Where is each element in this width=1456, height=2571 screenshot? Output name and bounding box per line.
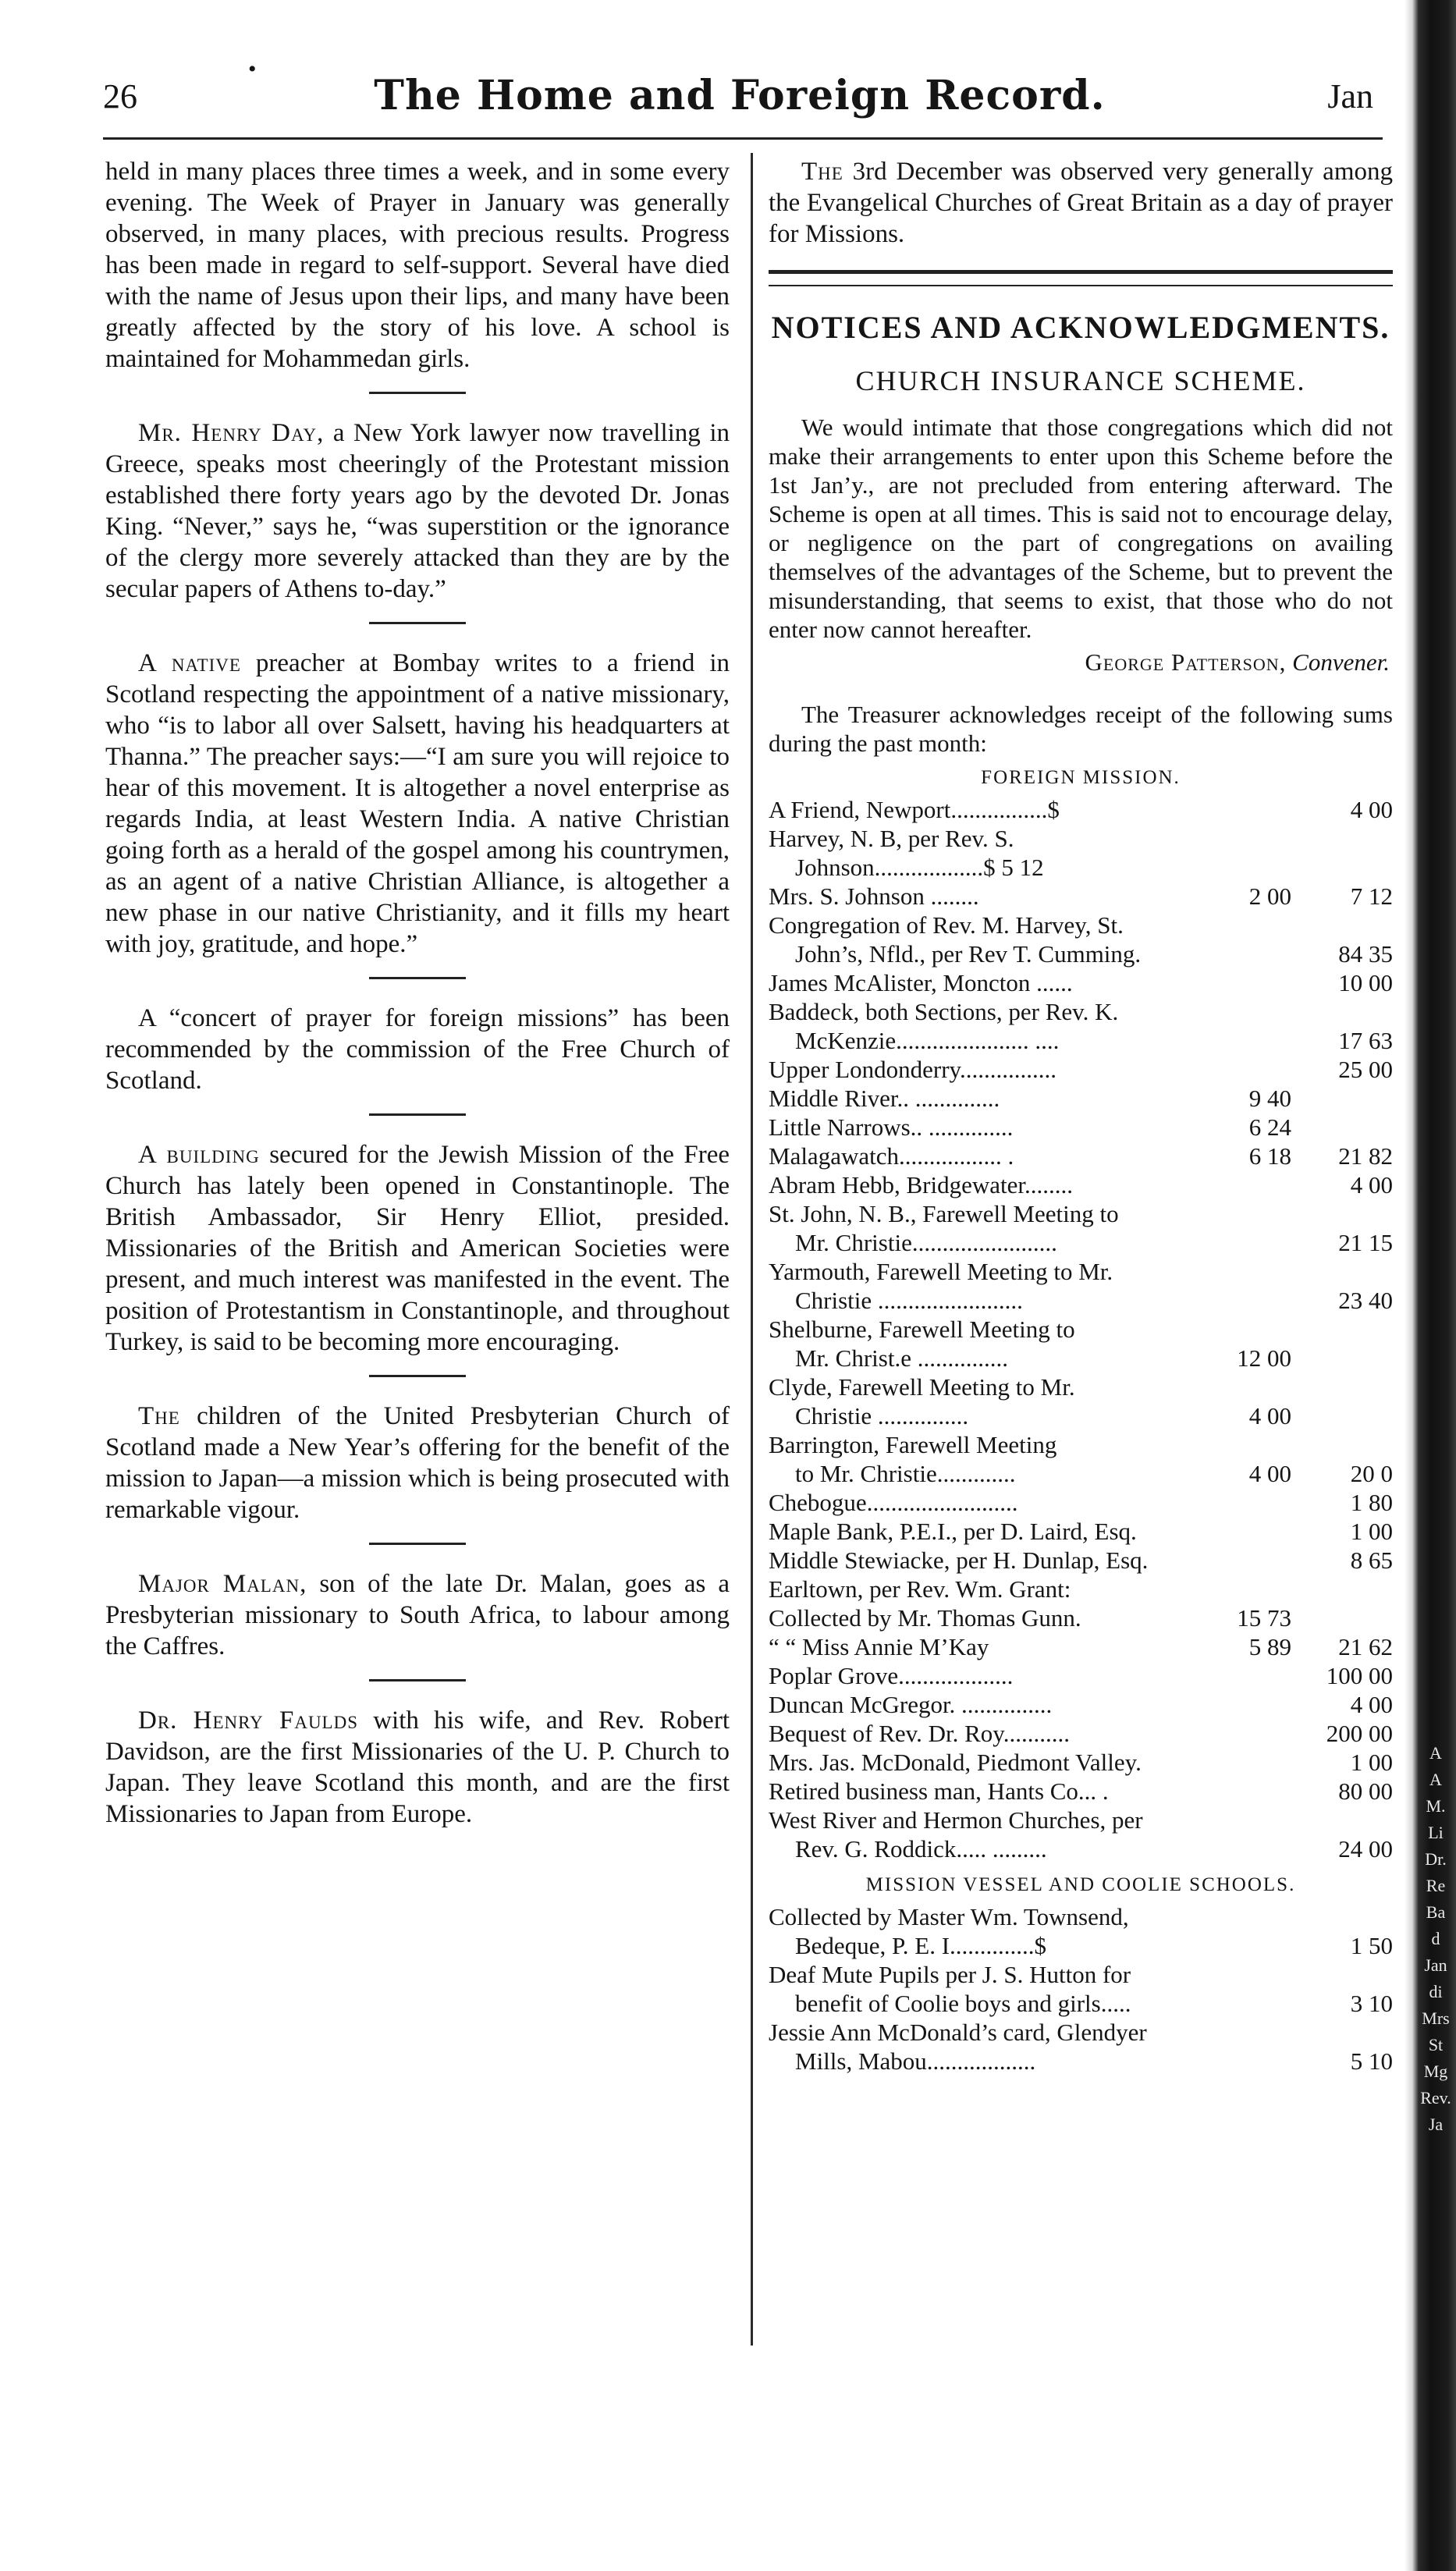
ledger-item [769,968,1190,997]
ledger-item-line: Barrington, Farewell Meeting [769,1431,1057,1458]
ledger-item-line: Poplar Grove................... [769,1662,1014,1689]
ledger-item-line: Earltown, per Rev. Wm. Grant: [769,1575,1071,1603]
ledger-subamount [1190,1488,1301,1517]
ledger-row [769,1603,1393,1632]
ledger-item [769,1777,1190,1806]
ledger-total: 200 00 [1326,1720,1393,1747]
ledger-total [1301,1084,1393,1113]
ledger-row [769,1199,1393,1257]
ledger-item [769,1748,1190,1777]
ledger-subamount [1190,1748,1301,1777]
foreign-mission-ledger [769,795,1393,1863]
running-head [100,72,1380,128]
ledger-item [769,1632,1190,1661]
ledger-row [769,1084,1393,1113]
ledger-item-line: Mr. Christie........................ [795,1229,1057,1256]
ledger-total: 4 00 [1350,1691,1393,1718]
ledger-total: 4 00 [1350,796,1393,823]
ledger-subamount [1190,1199,1301,1257]
ledger-row [769,1113,1393,1142]
article-paragraph [769,156,1393,250]
ledger-total: 1 50 [1350,1932,1393,1959]
ledger-item [769,1199,1190,1257]
paragraph-text: preacher at Bombay writes to a friend in Scotland respecting the appointment of a native missionary, who “is to labor all over Salsett, having his headquarters at Thanna.” The preacher says:—“I am sure you will rejoice to hear of this movement. It is altogether a novel enterprise as regards India, at least Western India. A native Christian going forth as a herald of the gospel among his countrymen, as an agent of a native Christian Alliance, is altogether a new phase in our native Christianity, and it fills my heart with joy, gratitude, and hope.” [105,649,730,958]
bleed-letter: Li [1428,1823,1444,1842]
ledger-item-line: James McAlister, Moncton ...... [769,969,1073,996]
ledger-subamount [1190,1902,1301,1960]
ledger-total [1301,1603,1393,1632]
paragraph-text: secured for the Jewish Mission of the Free Church has lately been opened in Constantinople. The British Ambassador, Sir Henry Elliot, presided. Missionaries of the British and American Societies were present, and much interest was manifested in the event. The position of Protestantism in Constantinople, and throughout Turkey, is said to be becoming more encouraging. [105,1141,730,1356]
article-paragraph [105,1705,730,1830]
ledger-item-line: Yarmouth, Farewell Meeting to Mr. [769,1258,1113,1285]
ledger-item-line: Bequest of Rev. Dr. Roy........... [769,1720,1071,1747]
ledger-item-line: Maple Bank, P.E.I., per D. Laird, Esq. [769,1518,1137,1545]
ledger-item-line: Upper Londonderry................ [769,1056,1057,1083]
bleed-letter: Mg [1423,2061,1448,2081]
bleed-letter: di [1429,1982,1443,2001]
ledger-total [1301,1373,1393,1430]
ledger-item-line: Christie ........................ [795,1287,1023,1314]
lead-words: The [801,158,843,186]
ledger-item [769,911,1190,968]
bleed-letter: M. [1426,1796,1446,1816]
ledger-subamount [1190,795,1301,824]
ledger-item-line: Harvey, N. B, per Rev. S. [769,825,1014,852]
ledger-item-line: Deaf Mute Pupils per J. S. Hutton for [769,1961,1131,1988]
binding-shadow [1405,0,1456,2571]
ledger-item [769,2018,1190,2076]
paragraph-text: with his wife, and Rev. Robert Davidson, are the first Missionaries of the U. P. Church to Japan. They leave Scotland this month, and are the first Missionaries to Japan from Europe. [105,1706,730,1828]
separator-rule [369,1543,466,1545]
ledger-item-line: McKenzie...................... .... [795,1027,1060,1054]
bleed-letter: St [1428,2035,1444,2054]
ledger-total: 21 82 [1338,1142,1393,1170]
ledger-total [1301,1315,1393,1373]
article-paragraph: held in many places three times a week, and in some every evening. The Week of Prayer in January was generally observed, in many places, with precious results. Progress has been made in regard to self-support. Several have died with the name of Jesus upon their lips, and many have been greatly affected by the story of his love. A school is maintained for Mohammedan girls. [105,158,730,373]
ledger-item-line: Mills, Mabou.................. [795,2047,1036,2075]
ledger-row [769,1777,1393,1806]
ledger-subamount [1190,1170,1301,1199]
ledger-row [769,1719,1393,1748]
ledger-total: 5 10 [1350,2047,1393,2075]
ledger-item [769,1719,1190,1748]
ledger-row [769,824,1393,882]
bleed-letter: A [1429,1770,1442,1789]
ledger-item-line: Jessie Ann McDonald’s card, Glendyer [769,2019,1147,2046]
paragraph-text: 3rd December was observed very generally among the Evangelical Churches of Great Britain as a day of prayer for Missions. [769,158,1393,248]
ledger-total: 100 00 [1326,1662,1393,1689]
ledger-item-line: Malagawatch................. . [769,1142,1014,1170]
ledger-item [769,1517,1190,1546]
ledger-total: 23 40 [1338,1287,1393,1314]
ledger-total [1301,1575,1393,1603]
ledger-subamount [1190,1806,1301,1863]
ledger-subamount: 15 73 [1237,1604,1291,1632]
ledger-subamount [1190,911,1301,968]
ledger-row [769,1661,1393,1690]
separator-rule [369,622,466,624]
notices-heading: NOTICES AND ACKNOWLEDGMENTS. [771,310,1390,345]
ledger-row [769,1748,1393,1777]
ledger-item [769,1960,1190,2018]
ledger-row [769,997,1393,1055]
running-title: The Home and Foreign Record. [374,72,1106,119]
ledger-row [769,1430,1393,1488]
ledger-item-line: Little Narrows.. .............. [769,1113,1014,1141]
ledger-item-line: “ “ Miss Annie M’Kay [769,1633,989,1660]
ledger-row [769,1632,1393,1661]
ledger-item-line: Rev. G. Roddick..... ......... [795,1835,1047,1863]
ledger-subamount [1190,1257,1301,1315]
ledger-item [769,824,1190,882]
ledger-row [769,882,1393,911]
ledger-item [769,1661,1190,1690]
ledger-item-line: Congregation of Rev. M. Harvey, St. [769,911,1124,939]
ledger-subamount: 2 00 [1248,882,1291,910]
bleed-letter: Dr. [1425,1849,1447,1869]
ledger-item-line: Collected by Master Wm. Townsend, [769,1903,1129,1930]
article-paragraph: A “concert of prayer for foreign missions” has been recommended by the commission of the Free Church of Scotland. [105,1004,730,1095]
ledger-row [769,1315,1393,1373]
ledger-subamount [1190,1777,1301,1806]
ledger-item-line: Retired business man, Hants Co... . [769,1777,1109,1805]
ledger-item [769,1170,1190,1199]
ledger-subamount: 6 24 [1248,1113,1291,1141]
ledger-item [769,1373,1190,1430]
ledger-item-line: Clyde, Farewell Meeting to Mr. [769,1373,1075,1401]
ledger-subamount [1190,1690,1301,1719]
bleed-letter: Mrs [1422,2008,1450,2028]
ledger-total: 7 12 [1350,882,1393,910]
ledger-subamount [1190,2018,1301,2076]
ledger-item-line: John’s, Nfld., per Rev T. Cumming. [795,940,1142,968]
ledger-total [1301,824,1393,882]
bleed-letter: A [1429,1743,1442,1763]
ledger-total: 4 00 [1350,1171,1393,1198]
ledger-row [769,1960,1393,2018]
article-paragraph [105,648,730,960]
ledger-item-line: Bedeque, P. E. I..............$ [795,1932,1047,1959]
ledger-row [769,1575,1393,1603]
ledger-item-line: Christie ............... [795,1402,969,1429]
ledger-subamount [1190,1719,1301,1748]
ledger-item-line: Shelburne, Farewell Meeting to [769,1316,1075,1343]
ledger-item-line: Abram Hebb, Bridgewater........ [769,1171,1073,1198]
lead-words: Major Malan, [138,1570,307,1598]
ledger-row [769,1170,1393,1199]
ledger-subamount: 4 00 [1248,1460,1291,1487]
ledger-row [769,1546,1393,1575]
ledger-total: 1 00 [1350,1518,1393,1545]
bleed-letter: Re [1426,1876,1446,1895]
ledger-row [769,1902,1393,1960]
ledger-total: 1 80 [1350,1489,1393,1516]
lead-words: The [138,1402,180,1430]
ledger-item-line: Mrs. Jas. McDonald, Piedmont Valley. [769,1749,1142,1776]
ledger-row [769,1488,1393,1517]
ledger-total: 21 62 [1338,1633,1393,1660]
ledger-item-line: Duncan McGregor. ............... [769,1691,1053,1718]
ledger-subamount: 12 00 [1237,1344,1291,1372]
ledger-item [769,1690,1190,1719]
double-rule [769,270,1393,286]
ledger-total: 3 10 [1350,1990,1393,2017]
ledger-subamount [1190,1546,1301,1575]
ledger-item-line: Mrs. S. Johnson ........ [769,882,979,910]
ledger-item [769,1806,1190,1863]
lead-words: Mr. Henry Day, [138,419,325,447]
ledger-item [769,1488,1190,1517]
ledger-row [769,1690,1393,1719]
treasurer-note: The Treasurer acknowledges receipt of the following sums during the past month: [769,701,1393,757]
ledger-item [769,1257,1190,1315]
ledger-row [769,1373,1393,1430]
bleed-letter: Ja [1428,2115,1444,2134]
ledger-item-line: to Mr. Christie............. [795,1460,1016,1487]
ledger-total: 24 00 [1338,1835,1393,1863]
ledger-subamount [1190,1575,1301,1603]
ledger-subamount [1190,997,1301,1055]
separator-rule [369,392,466,394]
ledger-total: 1 00 [1350,1749,1393,1776]
ledger-item-line: benefit of Coolie boys and girls..... [795,1990,1131,2017]
article-paragraph [105,1401,730,1525]
lead-words: A building [138,1141,260,1169]
separator-rule [369,977,466,979]
ledger-item-line: Baddeck, both Sections, per Rev. K. [769,998,1119,1025]
ledger-total: 10 00 [1338,969,1393,996]
foreign-mission-heading: FOREIGN MISSION. [981,767,1181,788]
running-month: Jan [1327,77,1373,115]
lead-words: Dr. Henry Faulds [138,1706,359,1735]
ledger-item [769,1084,1190,1113]
ledger-subamount [1190,1055,1301,1084]
ledger-subamount [1190,1661,1301,1690]
ledger-subamount: 6 18 [1248,1142,1291,1170]
header-rule [103,137,1383,140]
vessel-schools-ledger [769,1902,1393,2076]
ledger-subamount: 9 40 [1248,1085,1291,1112]
ledger-row [769,1517,1393,1546]
ledger-item-line: Middle Stewiacke, per H. Dunlap, Esq. [769,1547,1149,1574]
ledger-subamount [1190,824,1301,882]
scheme-heading: CHURCH INSURANCE SCHEME. [855,365,1306,396]
lead-words: A native [138,649,241,677]
left-column [105,156,730,1830]
ledger-item [769,1315,1190,1373]
article-paragraph [105,1139,730,1358]
ledger-total: 25 00 [1338,1056,1393,1083]
ledger-item [769,1430,1190,1488]
separator-rule [369,1679,466,1681]
bleed-letter: Rev. [1420,2088,1451,2108]
ledger-row [769,1055,1393,1084]
vessel-schools-heading: MISSION VESSEL AND COOLIE SCHOOLS. [865,1874,1296,1895]
ledger-row [769,968,1393,997]
signature-role: Convener. [1292,648,1390,676]
ledger-item [769,1142,1190,1170]
signature [769,648,1390,676]
ledger-total: 21 15 [1338,1229,1393,1256]
ledger-item-line: Mr. Christ.e ............... [795,1344,1008,1372]
page-number: 26 [103,77,137,115]
ledger-item [769,882,1190,911]
ledger-total: 20 0 [1350,1460,1393,1487]
ledger-item-line: Middle River.. .............. [769,1085,1000,1112]
ledger-item [769,1546,1190,1575]
ledger-item-line: Chebogue......................... [769,1489,1018,1516]
ledger-item-line: A Friend, Newport................$ [769,796,1060,823]
paragraph-text: son of the late Dr. Malan, goes as a Presbyterian missionary to South Africa, to labour among the Caffres. [105,1570,730,1660]
ledger-row [769,1806,1393,1863]
ledger-subamount [1190,1517,1301,1546]
ledger-row [769,911,1393,968]
paragraph-text: a New York lawyer now travelling in Greece, speaks most cheeringly of the Protestant mission established there forty years ago by the devoted Dr. Jonas King. “Never,” says he, “was superstition or the ignorance of the clergy more severely attacked than they are by the secular papers of Athens to-day.” [105,419,730,603]
bleed-letter: Jan [1424,1955,1447,1975]
ledger-row [769,1142,1393,1170]
bleed-letter: d [1431,1929,1440,1948]
ledger-item-line: St. John, N. B., Farewell Meeting to [769,1200,1119,1227]
ledger-total: 17 63 [1338,1027,1393,1054]
ledger-total [1301,1113,1393,1142]
ledger-row [769,795,1393,824]
ledger-total: 84 35 [1338,940,1393,968]
ledger-subamount: 4 00 [1248,1402,1291,1429]
scheme-notice: We would intimate that those congregations which did not make their arrangements to enter upon this Scheme before the 1st Jan’y., are not precluded from entering afterward. The Scheme is open at all times. This is said not to encourage delay, or negligence on the part of congregations on availing themselves of the advantages of the Scheme, but to prevent the misunderstanding, that seems to exist, that those who do not enter now cannot hereafter. [769,414,1393,643]
ledger-subamount [1190,968,1301,997]
ledger-total: 80 00 [1338,1777,1393,1805]
ledger-item [769,997,1190,1055]
ink-dot: • [248,56,257,82]
ledger-total: 8 65 [1350,1547,1393,1574]
bleed-letter: Ba [1426,1902,1446,1922]
ledger-item-line: West River and Hermon Churches, per [769,1806,1143,1834]
article-paragraph [105,1568,730,1662]
ledger-row [769,2018,1393,2076]
column-divider [751,153,753,2346]
ledger-item-line: Johnson..................$ 5 12 [795,854,1044,881]
ledger-item [769,795,1190,824]
separator-rule [369,1375,466,1377]
bleed-through-letters [1420,1740,1451,2138]
right-column [769,156,1393,2076]
separator-rule [369,1113,466,1116]
ledger-item [769,1603,1190,1632]
article-paragraph [105,417,730,605]
ledger-item [769,1575,1190,1603]
ledger-item [769,1055,1190,1084]
ledger-item-line: Collected by Mr. Thomas Gunn. [769,1604,1081,1632]
paragraph-text: children of the United Presbyterian Church of Scotland made a New Year’s offering for the benefit of the mission to Japan—a mission which is being prosecuted with remarkable vigour. [105,1402,730,1524]
ledger-subamount: 5 89 [1248,1633,1291,1660]
ledger-item [769,1113,1190,1142]
ledger-row [769,1257,1393,1315]
signature-name: George Patterson, [1085,648,1287,676]
ledger-subamount [1190,1960,1301,2018]
ledger-item [769,1902,1190,1960]
